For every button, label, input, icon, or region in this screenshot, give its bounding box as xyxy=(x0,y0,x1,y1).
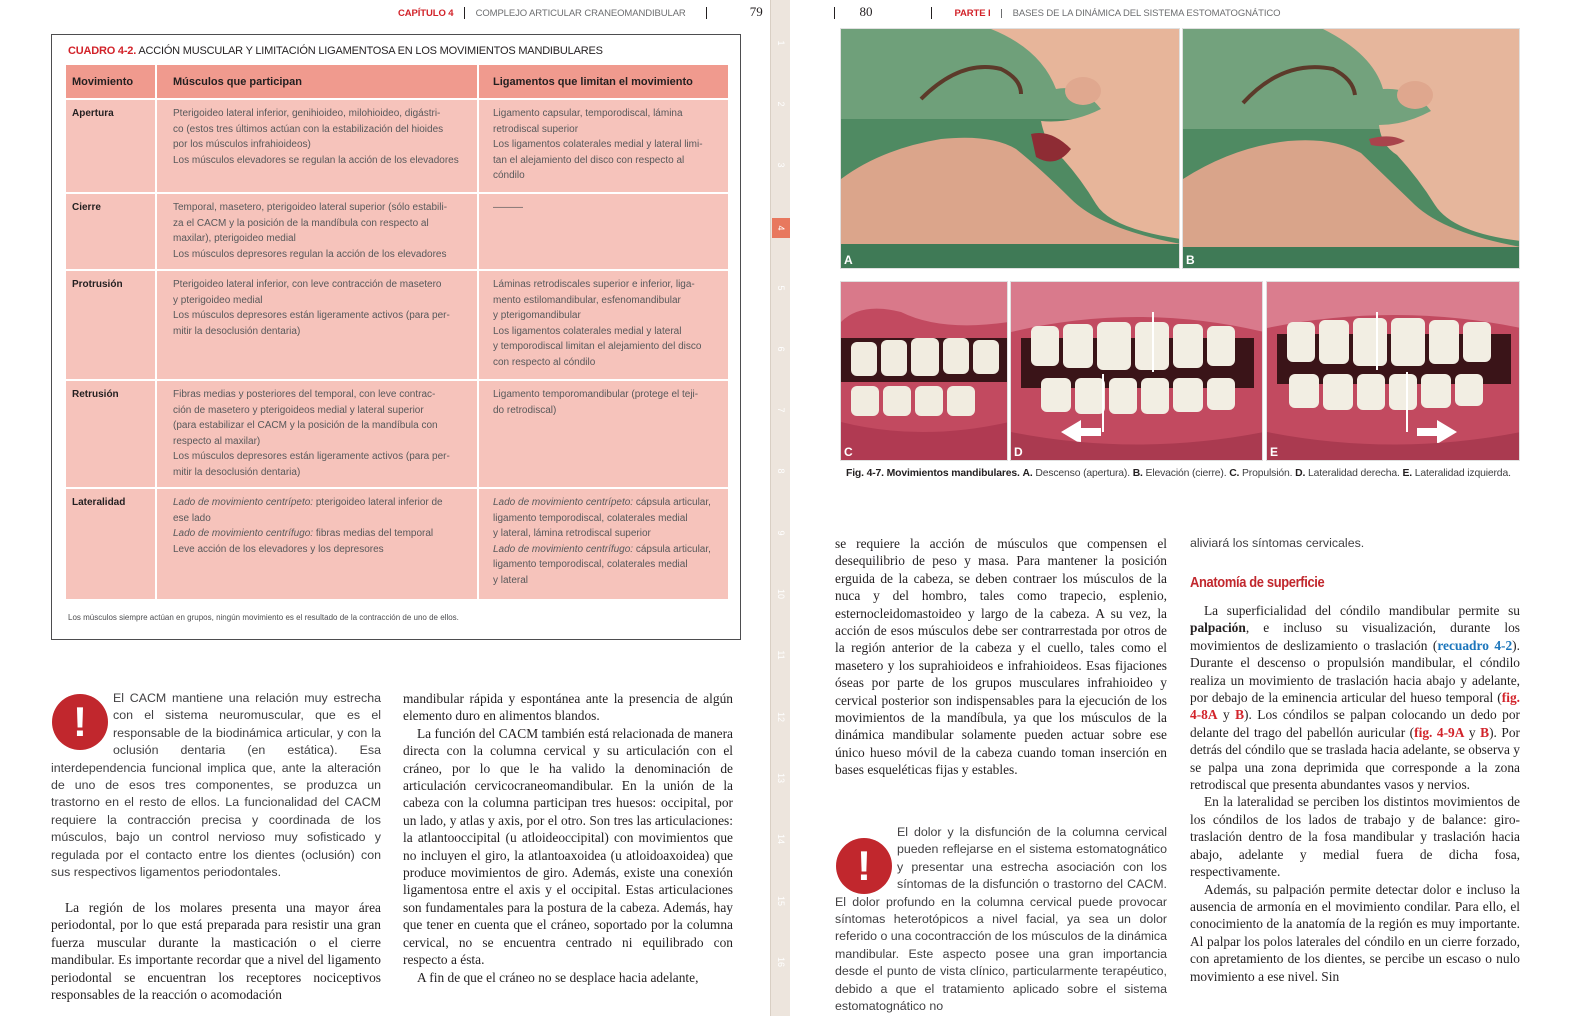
photo-c-propulsion xyxy=(840,281,1008,461)
divider xyxy=(931,7,932,19)
italic-label: Lado de movimiento centrípeto: xyxy=(173,497,314,508)
caption-letter: C. xyxy=(1229,468,1240,479)
cell-text: Temporal, masetero, pterigoideo lateral superior (sólo estabili- za el CACM y la posición de la mandíbula con respecto al maxilar), pterigoideo medial Los músculos depresores regulan la acción de los elevadores xyxy=(173,202,448,260)
alert-icon: ! xyxy=(836,838,892,894)
bold-term: palpación xyxy=(1190,620,1246,636)
panel-label: D xyxy=(1014,445,1023,459)
cell-text: Láminas retrodiscales superior e inferior, liga- mento estilomandibular, esfenomandibular y pterigomandibular Los ligamentos colaterales medial y lateral y temporodiscal limitan el alejamiento del disco con respecto al cóndilo xyxy=(493,279,702,368)
section-title: Anatomía de superficie xyxy=(1190,574,1325,591)
caption-label: Fig. 4-7. Movimientos mandibulares. xyxy=(846,468,1020,479)
thumb-index-item: 9 xyxy=(776,530,786,536)
photo-a-mouth-opening xyxy=(840,28,1180,269)
cell-text xyxy=(493,542,722,589)
text-run: ). Durante el descenso o propulsión mandibular, el cóndilo realiza un movimiento de traslación hacia abajo y adelante, por debajo de la eminencia articular del hueso temporal ( xyxy=(1190,637,1520,706)
cell-muscles xyxy=(157,489,479,599)
body-column-1 xyxy=(835,535,1167,779)
caption-text: Elevación (cierre). xyxy=(1145,468,1227,479)
photo-e-left-laterality xyxy=(1266,281,1520,461)
cell-text: Fibras medias y posteriores del temporal, con leve contrac- ción de masetero y pterigoideos medial y lateral superior (para estabilizar el CACM y la posición de la mandíbula con respecto al maxilar) Los músculos depresores están ligeramente activos (para per- mitir la desoclusión dentaria) xyxy=(173,389,450,478)
table-row xyxy=(66,381,728,489)
cell-text-part: pterigoideo lateral inferior de ese lado xyxy=(173,497,443,524)
body-column-2 xyxy=(1190,602,1520,985)
caption-letter: D. xyxy=(1295,468,1306,479)
cell-movement: Cierre xyxy=(66,194,157,269)
cross-reference-link[interactable]: B xyxy=(1235,707,1245,723)
thumb-index-item: 16 xyxy=(776,956,786,967)
italic-label: Lado de movimiento centrífugo: xyxy=(173,528,314,539)
caption-text: Propulsión. xyxy=(1242,468,1293,479)
thumb-index-item: 15 xyxy=(776,895,786,906)
cell-text: Ligamento temporomandibular (protege el teji- do retrodiscal) xyxy=(493,389,699,416)
left-page xyxy=(0,0,770,1016)
text-run: y xyxy=(1464,724,1481,740)
alert-icon: ! xyxy=(52,694,108,750)
thumb-index-item: 1 xyxy=(776,40,786,46)
panel-label: C xyxy=(844,445,853,459)
cell-movement: Lateralidad xyxy=(66,489,157,599)
chapter-label: CAPÍTULO 4 xyxy=(398,8,454,19)
alert-note xyxy=(835,824,1167,1015)
header-movement: Movimiento xyxy=(66,65,157,98)
cell-text: Leve acción de los elevadores y los depresores xyxy=(173,543,384,555)
photo-b-mouth-closing xyxy=(1182,28,1520,269)
cell-ligaments xyxy=(479,489,728,599)
table-title xyxy=(68,45,603,57)
cell-text: Pterigoideo lateral inferior, con leve contracción de masetero y pterigoideo medial Los músculos depresores están ligeramente activos (para per- mitir la desoclusión dentaria) xyxy=(173,279,450,337)
right-page xyxy=(790,0,1584,1016)
cell-ligaments xyxy=(479,100,728,192)
table-row xyxy=(66,194,728,271)
text-run: ). Por detrás del cóndilo que se traslada hacia adelante, se observa y se palpa una zona deprimida que corresponde a la zona retrodiscal que presenta abundantes vasos y nervios. xyxy=(1190,724,1521,793)
italic-label: Lado de movimiento centrífugo: xyxy=(493,543,634,555)
thumb-index-item: 14 xyxy=(776,833,786,844)
thumb-index-item: 13 xyxy=(776,772,786,783)
photo-d-right-laterality xyxy=(1010,281,1263,461)
cell-text: Pterigoideo lateral inferior, genihioideo, milohioideo, digástri- co (estos tres últimos actúan con la estabilización del hioides por los músculos infrahioideos) Los músculos elevadores se regulan la acción de los elevadores xyxy=(173,108,459,166)
paragraph: A fin de que el cráneo no se desplace hacia adelante, xyxy=(417,969,699,985)
part-title: BASES DE LA DINÁMICA DEL SISTEMA ESTOMATOGNÁTICO xyxy=(1012,8,1281,19)
header-muscles: Músculos que participan xyxy=(157,65,479,98)
cell-movement: Apertura xyxy=(66,100,157,192)
paragraph: En la lateralidad se perciben los distintos movimientos de los cóndilos de los lados de trabajo y de balance: giro-traslación dentro de la fosa mandibular y traslación hacia abajo, adelante y medial fuera de dicha fosa, respectivamente. xyxy=(1190,794,1520,880)
cell-text: ——— xyxy=(493,202,523,213)
running-head-left xyxy=(398,4,770,20)
cross-reference-link[interactable]: B xyxy=(1480,724,1490,740)
caption-text: Descenso (apertura). xyxy=(1035,468,1130,479)
thumb-index-item: 8 xyxy=(776,468,786,474)
column-2-top-line xyxy=(1190,535,1520,552)
running-head-right xyxy=(834,4,1280,20)
header-ligaments: Ligamentos que limitan el movimiento xyxy=(479,65,728,98)
cell-ligaments xyxy=(479,381,728,487)
caption-letter: E. xyxy=(1402,468,1412,479)
cell-text-part: fibras medias del temporal xyxy=(313,528,434,539)
caption-letter: A. xyxy=(1022,468,1033,479)
cell-text xyxy=(173,526,471,542)
cell-movement: Retrusión xyxy=(66,381,157,487)
cell-muscles xyxy=(157,381,479,487)
alert-note xyxy=(51,690,381,881)
divider xyxy=(464,7,465,19)
thumb-index-strip xyxy=(770,0,790,1016)
caption-text: Lateralidad izquierda. xyxy=(1414,468,1511,479)
text-run: ). Los cóndilos se palpan colocando un dedo por delante del trago del pabellón auricular ( xyxy=(1190,707,1520,740)
thumb-index-item: 2 xyxy=(776,101,786,107)
chapter-title: COMPLEJO ARTICULAR CRANEOMANDIBULAR xyxy=(475,8,686,19)
cell-ligaments xyxy=(479,194,728,269)
cell-text-part: cápsula articular, ligamento temporodiscal, colaterales medial y lateral, lámina retrodiscal superior xyxy=(493,497,711,539)
alert-note-text: El dolor y la disfunción de la columna cervical pueden reflejarse en el sistema estomatognático y presentar una estrecha asociación con los síntomas de la disfunción o trastorno del CACM. El dolor profundo en la columna cervical puede provocar síntomas heterotópicos a nivel facial, ya sea un dolor referido o una cocontracción de los músculos de la dinámica mandibular. Este aspecto posee una gran importancia desde el punto de vista clínico, particularmente terapéutico, debido a que el tratamiento aplicado sobre el sistema estomatognático no xyxy=(835,825,1167,1014)
text-run: La superficialidad del cóndilo mandibular permite su xyxy=(1204,603,1520,618)
thumb-index-item: 5 xyxy=(776,285,786,291)
alert-note-text: El CACM mantiene una relación muy estrecha con el sistema neuromuscular, que es el responsable de la biodinámica articular, y con la oclusión dentaria (en estática). Esa interdependencia funcional implica que, ante la alteración de uno de esos tres componentes, se produzca un trastorno en el resto de ellos. La funcionalidad del CACM requiere la contracción precisa y coordinada de los músculos, bajo un control nervioso muy sofisticado y regulada por el contacto entre los dientes (oclusión) con sus respectivos ligamentos periodontales. xyxy=(51,691,381,880)
panel-label: A xyxy=(844,253,853,267)
caption-letter: B. xyxy=(1132,468,1143,479)
table-row xyxy=(66,489,728,601)
thumb-index-item: 10 xyxy=(776,588,786,599)
divider xyxy=(1001,9,1002,18)
panel-label: E xyxy=(1270,445,1279,459)
thumb-index-item: 3 xyxy=(776,162,786,168)
table-box xyxy=(51,34,741,640)
cell-muscles xyxy=(157,271,479,379)
text-run: y xyxy=(1217,707,1236,723)
paragraph: aliviará los síntomas cervicales. xyxy=(1190,536,1365,550)
thumb-index-item: 11 xyxy=(776,650,786,660)
paragraph: La función del CACM también está relacionada de manera directa con la columna cervical y su articulación con el cráneo, por lo que le ha valido la denominación de articulación cervicocraneomandibular. En la unión de la cabeza con la columna participan tres huesos: occipital, por un lado, y atlas y axis, por el otro. Son tres las articulaciones: la atlantooccipital (u atloideoccipital) con movimientos que no incluyen el giro, la atlantoaxoidea (u atloidoaxoidea) que produce movimientos de giro. Además, existe una conexión ligamentosa entre el axis y el occipital. Estas articulaciones son fundamentales para la postura de la cabeza. Además, hay que tener en cuenta que el cráneo, soportado por la columna cervical, no se encuentra centrado ni equilibrado con respecto a ésta. xyxy=(403,725,733,968)
table-label: CUADRO 4-2. xyxy=(68,45,137,57)
cell-text-part: cápsula articular, ligamento temporodiscal, colaterales medial y lateral xyxy=(493,543,711,586)
body-column-2 xyxy=(403,690,733,986)
cell-ligaments xyxy=(479,271,728,379)
cross-reference-link[interactable]: fig. 4-8A xyxy=(1190,690,1520,723)
page-number: 80 xyxy=(859,4,873,19)
panel-label: B xyxy=(1186,253,1195,267)
paragraph xyxy=(1190,602,1520,793)
thumb-index-item: 12 xyxy=(776,711,786,722)
paragraph: Además, su palpación permite detectar dolor e incluso la ausencia de armonía en el movimiento condilar. Para ello, el conocimiento de la anatomía de la región es muy importante. Al palpar los polos laterales del cóndilo en un cierre forzado, con apretamiento de los dientes, se percibe un escaso o nulo movimiento a ese nivel. Sin xyxy=(1190,881,1520,984)
cell-muscles xyxy=(157,100,479,192)
divider xyxy=(706,7,707,19)
divider xyxy=(834,7,835,19)
thumb-index-item-active: 4 xyxy=(772,218,790,238)
page-number: 79 xyxy=(749,4,763,19)
cell-text xyxy=(173,495,471,526)
text-run: , e incluso su visualización, durante los movimientos de deslizamiento o traslación ( xyxy=(1190,620,1520,653)
cell-muscles xyxy=(157,194,479,269)
cross-reference-link[interactable]: recuadro 4-2 xyxy=(1437,637,1513,653)
italic-label: Lado de movimiento centrípeto: xyxy=(493,497,634,508)
figure-caption xyxy=(846,468,1511,479)
caption-text: Lateralidad derecha. xyxy=(1307,468,1400,479)
body-column-1 xyxy=(51,899,381,1003)
paragraph: La región de los molares presenta una mayor área periodontal, por lo que está preparada para resistir una gran fuerza muscular durante la masticación o el cierre mandibular. Es importante recordar que a nivel del ligamento periodontal se encuentran los receptores nociceptivos responsables de la reacción o acomodación xyxy=(51,900,381,1003)
table-header-row xyxy=(66,65,728,100)
paragraph: se requiere la acción de músculos que compensen el desequilibrio de peso y masa. Para mantener la posición erguida de la cabeza, se deben contraer los músculos de la nuca y del hombro, tales como trapecio, esplenio, esternocleidomastoideo y largo de la cabeza. A su vez, la acción de esos músculos debe ser contrarrestada por otros de la región anterior de la cabeza y el cuello, tales como el masetero y los suprahioideos e infrahioideos. Esas fijaciones óseas por parte de los grupos musculares infrahioideo y cervical posterior son indispensables para la ejecución de los movimientos de la mandíbula, ya que los músculos de la dinámica mandibular solamente pueden actuar sobre ese único hueso móvil de la cabeza cuando toman inserción en bases esqueléticas fijas y estables. xyxy=(835,536,1167,778)
paragraph: mandibular rápida y espontánea ante la presencia de algún elemento duro en alimentos blandos. xyxy=(403,691,733,724)
cell-text xyxy=(493,495,722,542)
table-row xyxy=(66,100,728,194)
float-spacer xyxy=(51,690,113,758)
cell-movement: Protrusión xyxy=(66,271,157,379)
table-title-text: ACCIÓN MUSCULAR Y LIMITACIÓN LIGAMENTOSA EN LOS MOVIMIENTOS MANDIBULARES xyxy=(138,45,603,57)
cell-text: Ligamento capsular, temporodiscal, lámina retrodiscal superior Los ligamentos colaterales medial y lateral limi- tan el alejamiento del disco con respecto al cóndilo xyxy=(493,108,703,181)
table-footnote: Los músculos siempre actúan en grupos, ningún movimiento es el resultado de la contracción de uno de ellos. xyxy=(68,613,459,622)
table-row xyxy=(66,271,728,381)
part-label: PARTE I xyxy=(954,8,991,19)
float-spacer xyxy=(835,824,897,892)
cross-reference-link[interactable]: fig. 4-9A xyxy=(1414,724,1465,740)
thumb-index-item: 6 xyxy=(776,346,786,352)
table xyxy=(66,65,728,601)
thumb-index-item: 7 xyxy=(776,407,786,413)
